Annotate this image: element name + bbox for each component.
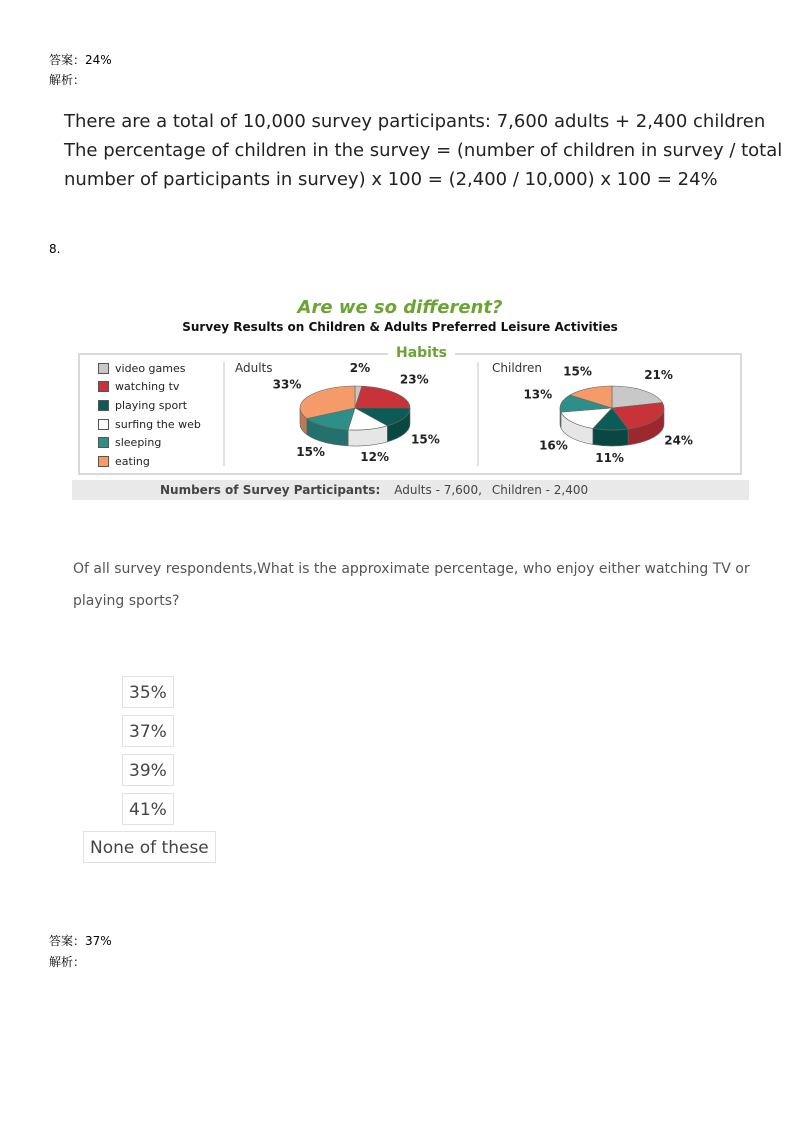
pie-data-label: 15% <box>563 364 592 379</box>
explanation-line: number of participants in survey) x 100 = (2,400 / 10,000) x 100 = 24% <box>64 169 718 190</box>
legend-title: Habits <box>388 345 455 361</box>
analysis-label: 解析： <box>49 955 86 969</box>
pie-data-label: 11% <box>595 450 624 465</box>
pie-data-label: 15% <box>296 445 325 460</box>
pie-slice <box>355 386 410 408</box>
answer: 答案：37% <box>49 934 112 948</box>
previous-analysis-label: 解析： <box>49 73 86 87</box>
option-35[interactable]: 35% <box>122 676 174 708</box>
option-37[interactable]: 37% <box>122 715 174 747</box>
pie-slice-side <box>593 428 628 446</box>
participants-label: Numbers of Survey Participants: <box>160 483 381 497</box>
explanation-line: There are a total of 10,000 survey participants: 7,600 adults + 2,400 children <box>64 111 766 132</box>
pie-data-label: 24% <box>664 433 693 448</box>
option-none[interactable]: None of these <box>83 831 216 863</box>
participants-children: Children - 2,400 <box>491 483 589 497</box>
pie-data-label: 21% <box>644 368 673 383</box>
legend-label: video games <box>115 361 186 375</box>
option-41[interactable]: 41% <box>122 793 174 825</box>
pie-name-children: Children <box>492 361 542 375</box>
question-number: 8. <box>49 242 61 256</box>
explanation-line: The percentage of children in the survey = (number of children in survey / total <box>64 140 783 161</box>
legend-label: playing sport <box>115 398 188 412</box>
pie-data-label: 33% <box>272 377 302 392</box>
legend-label: sleeping <box>115 436 162 450</box>
previous-answer: 答案：24% <box>49 53 112 67</box>
question-text: Of all survey respondents,What is the approximate percentage, who enjoy either watching TV or playing sports? <box>73 561 750 609</box>
legend-label: surfing the web <box>115 417 201 431</box>
pie-data-label: 2% <box>349 361 371 376</box>
legend-label: watching tv <box>115 380 180 394</box>
pie-data-label: 16% <box>539 438 568 453</box>
pie-data-label: 15% <box>411 432 440 447</box>
pie-data-label: 12% <box>360 449 390 464</box>
chart-subtitle: Survey Results on Children & Adults Preferred Leisure Activities <box>182 320 618 334</box>
chart-title: Are we so different? <box>297 297 503 318</box>
participants-bar <box>72 480 749 500</box>
legend-label: eating <box>115 454 150 468</box>
option-39[interactable]: 39% <box>122 754 174 786</box>
participants-adults: Adults - 7,600, <box>394 483 482 497</box>
pie-data-label: 13% <box>523 387 553 402</box>
pie-name-adults: Adults <box>235 361 273 375</box>
pie-charts <box>0 0 800 520</box>
pie-data-label: 23% <box>399 372 429 387</box>
